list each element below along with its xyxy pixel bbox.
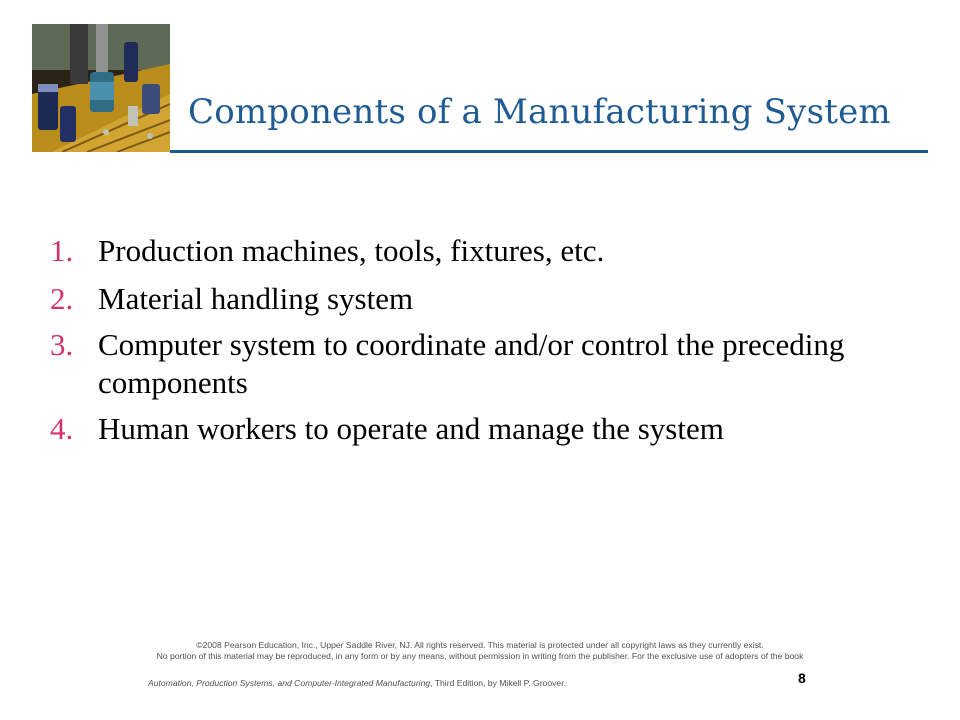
list-item <box>50 280 910 318</box>
title-underline <box>170 150 928 153</box>
copyright-line: ©2008 Pearson Education, Inc., Upper Saddle River, NJ. All rights reserved. This material is protected under all copyright laws as they currently exist. <box>196 640 764 650</box>
copyright-line: No portion of this material may be reproduced, in any form or by any means, without permission in writing from the publisher. For the exclusive use of adopters of the book <box>156 651 804 661</box>
list-item <box>50 232 910 270</box>
item-text: Computer system to coordinate and/or control the preceding components <box>98 327 845 400</box>
circuit-board-photo <box>32 24 170 152</box>
item-number: 4. <box>50 411 74 446</box>
slide-title: Components of a Manufacturing System <box>188 92 891 132</box>
item-number: 2. <box>50 281 74 316</box>
book-edition: , Third Edition, by Mikell P. Groover. <box>430 678 566 688</box>
book-citation <box>148 678 566 688</box>
item-text: Production machines, tools, fixtures, etc. <box>98 233 605 268</box>
copyright-notice <box>0 640 960 662</box>
book-title: Automation, Production Systems, and Computer-Integrated Manufacturing <box>148 678 431 688</box>
item-number: 3. <box>50 327 74 362</box>
item-text: Human workers to operate and manage the system <box>98 411 724 446</box>
page-number: 8 <box>798 670 806 686</box>
item-text: Material handling system <box>98 281 414 316</box>
list-item <box>50 410 910 448</box>
list-item <box>50 326 910 402</box>
item-number: 1. <box>50 233 74 268</box>
components-list <box>50 232 910 448</box>
